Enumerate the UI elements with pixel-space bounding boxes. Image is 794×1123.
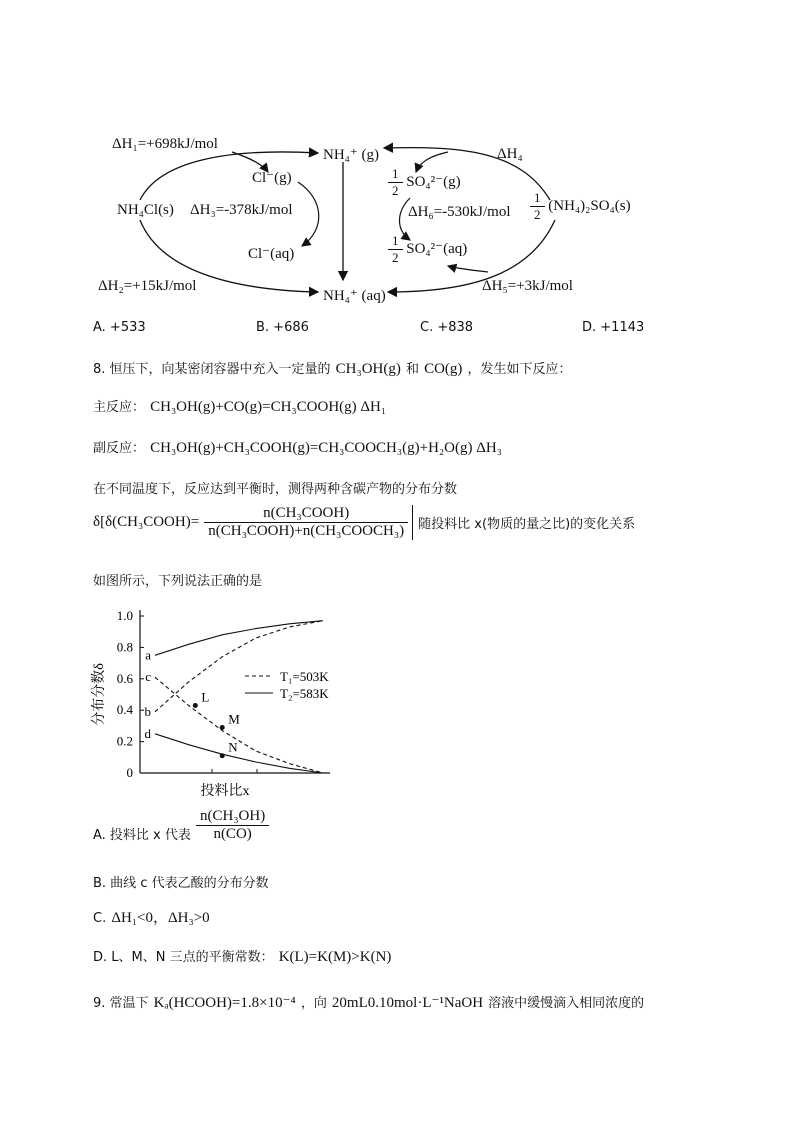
- legend-entry: T₂=583K: [280, 686, 329, 701]
- arrow-dh3: [298, 182, 319, 246]
- q7-option-c: C. +838: [420, 320, 474, 335]
- species-so4-g: SO₄²⁻(g): [406, 173, 461, 190]
- point-N: [220, 753, 225, 758]
- label-dh1: ΔH₁=+698kJ/mol: [112, 136, 218, 152]
- series-d-line: [155, 734, 323, 773]
- q8-delta-definition: δ[δ(CH₃COOH)= $\frac{\text{n(CH₃COOH)}}{\text{n(CH₃COOH)+n(CH₃COOCH₃)}}$ 随投料比 x(物质的量之比)的变化关系: [93, 505, 636, 539]
- point-N-label: N: [228, 739, 238, 755]
- q8-line5: 如图所示，下列说法正确的是: [93, 574, 263, 589]
- q7-option-a: A. +533: [93, 320, 146, 335]
- q8-side-reaction: 副反应： CH₃OH(g)+CH₃COOH(g)=CH₃COOCH₃(g)+H₂O(g) ΔH₃: [93, 440, 502, 456]
- species-nh4so4: (NH₄)₂SO₄(s): [548, 197, 631, 214]
- label-dh4: ΔH₄: [497, 146, 523, 162]
- thermo-cycle-diagram: [0, 120, 794, 310]
- y-axis-label: 分布分数δ: [92, 663, 107, 726]
- q8-option-d: D. L、M、N 三点的平衡常数： K(L)=K(M)>K(N): [93, 949, 392, 965]
- q8-main-reaction: 主反应： CH₃OH(g)+CO(g)=CH₃COOH(g) ΔH₁: [93, 399, 387, 415]
- q9-stem: 9. 常温下 Kₐ(HCOOH)=1.8×10⁻⁴ ，向 20mL0.10mol·L⁻¹NaOH 溶液中缓慢滴入相同浓度的: [93, 995, 645, 1011]
- y-tick-label: 0.6: [116, 670, 133, 686]
- series-a-label: a: [145, 647, 151, 663]
- q7-option-d: D. +1143: [582, 320, 645, 335]
- label-dh5: ΔH₅=+3kJ/mol: [482, 278, 573, 294]
- point-L-label: L: [201, 689, 210, 705]
- distribution-chart: [85, 598, 365, 800]
- y-tick-label: 1.0: [116, 608, 133, 623]
- y-tick-label: 0.8: [116, 639, 133, 655]
- chart-svg: [85, 598, 365, 800]
- species-nh4-g: NH₄⁺ (g): [323, 147, 380, 163]
- species-cl-aq: Cl⁻(aq): [248, 246, 295, 262]
- q8-option-c: C. ΔH₁<0，ΔH₃>0: [93, 910, 210, 926]
- x-axis-label: 投料比x: [200, 784, 250, 799]
- y-tick-label: 0: [126, 765, 133, 780]
- species-so4-aq: SO₄²⁻(aq): [406, 240, 468, 257]
- point-M-label: M: [228, 711, 240, 727]
- species-half-so4-g: $\frac{1}{2}$ SO₄²⁻(g): [388, 166, 461, 199]
- optA-fraction: $\frac{\text{n(CH₃OH)}}{n(CO)}$: [196, 808, 269, 843]
- q8-stem: 8. 恒压下，向某密闭容器中充入一定量的 CH₃OH(g) 和 CO(g) ，发生如下反应：: [93, 361, 572, 377]
- q8-option-a: A. 投料比 x 代表 $\frac{\text{n(CH₃OH)}}{n(CO)}$: [93, 808, 269, 843]
- species-nh4-aq: NH₄⁺ (aq): [323, 288, 386, 304]
- species-nh4cl: NH₄Cl(s): [117, 202, 174, 218]
- species-half-so4-aq: $\frac{1}{2}$ SO₄²⁻(aq): [388, 233, 467, 266]
- y-tick-label: 0.4: [116, 702, 133, 718]
- point-M: [220, 725, 225, 730]
- label-dh6: ΔH₆=-530kJ/mol: [408, 204, 511, 220]
- label-dh2: ΔH₂=+15kJ/mol: [98, 278, 197, 294]
- legend-entry: T₁=503K: [280, 669, 329, 684]
- q8-option-b: B. 曲线 c 代表乙酸的分布分数: [93, 876, 269, 891]
- arrow-to-so4-aq: [448, 266, 488, 272]
- series-b-label: b: [144, 703, 151, 719]
- point-L: [193, 703, 198, 708]
- delta-fraction: $\frac{\text{n(CH₃COOH)}}{\text{n(CH₃COOH)+n(CH₃COOCH₃)}}$: [204, 505, 413, 540]
- q8-line3: 在不同温度下，反应达到平衡时，测得两种含碳产物的分布分数: [93, 482, 458, 497]
- label-dh3: ΔH₃=-378kJ/mol: [190, 202, 293, 218]
- series-d-label: d: [144, 725, 151, 741]
- species-cl-g: Cl⁻(g): [252, 170, 292, 186]
- q7-option-b: B. +686: [256, 320, 309, 335]
- series-c-label: c: [145, 669, 151, 685]
- y-tick-label: 0.2: [116, 733, 133, 749]
- species-half-nh4so4: $\frac{1}{2}$ (NH₄)₂SO₄(s): [530, 190, 631, 223]
